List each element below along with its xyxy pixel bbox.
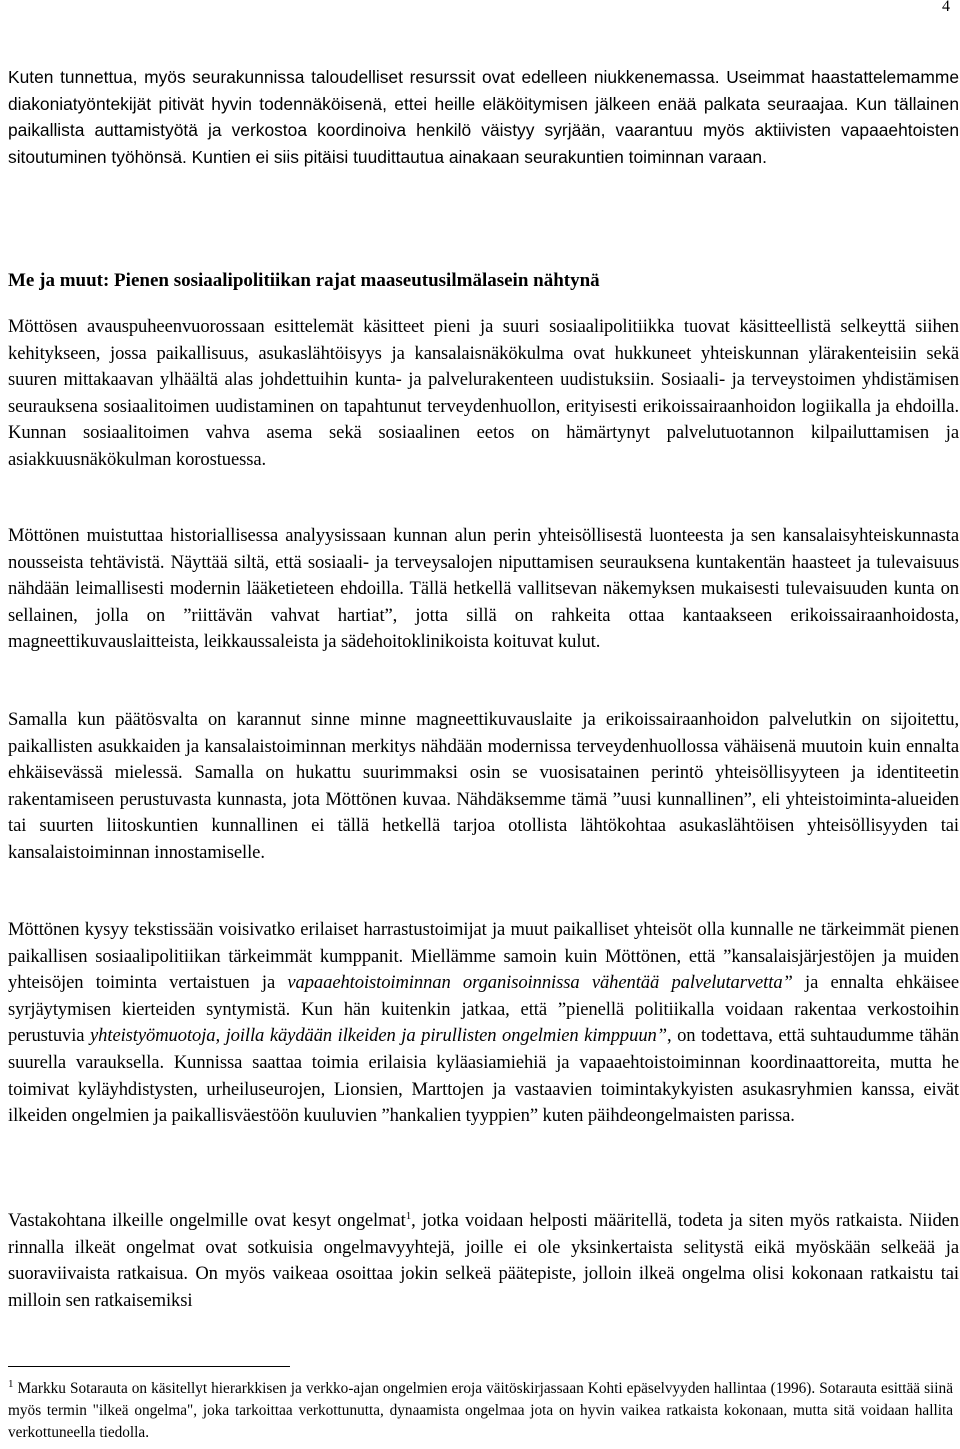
footnote-marker: 1 xyxy=(8,1377,14,1390)
italic-quote: vapaaehtoistoiminnan organisoinnissa vähentää palvelutarvetta” xyxy=(287,972,793,994)
italic-quote: yhteistyömuotoja, joilla käydään ilkeiden ja pirullisten ongelmien kimppuun” xyxy=(90,1025,667,1047)
section-heading: Me ja muut: Pienen sosiaalipolitiikan rajat maaseutusilmälasein nähtynä xyxy=(8,270,600,291)
paragraph-decision-power: Samalla kun päätösvalta on karannut sinne minne magneettikuvauslaite ja erikoissairaanhoidon palvelutkin on sijoitettu, paikallisten asukkaiden ja kansalaistoiminnan merkitys nähdään modernissa terveydenhuollossa vähäisenä muutoin kuin ennalta ehkäisevässä mielessä. Samalla on hukattu suurimmaksi osin se vuosisatainen perintö yhteisöllisyyteen ja identiteetin rakentamiseen perustuvasta kunnasta, jota Möttönen kuvaa. Nähdäksemme tämä ”uusi kunnallinen”, eli yhteistoiminta-alueiden tai suurten liitoskuntien kunnallinen ei tällä hetkellä tarjoa otollista lähtökohtaa asukaslähtöisen yhteisöllisyyden tai kansalaistoiminnan innostamiselle. xyxy=(8,709,959,863)
text-run: ja ennalta ehkäisee syrjäytymisen kierteiden syntymistä. Kun hän kuitenkin jatkaa, että ”pienellä politiikalla voidaan rakentaa verkostoihin perustuvia xyxy=(8,972,959,1047)
text-run: , jotka voidaan helposti määritellä, todeta ja siten myös ratkaista. Niiden rinnalla ilkeät ongelmat ovat sotkuisia ongelmavyyhtejä, joille ei ole yksinkertaista selitystä eikä myöskään selkeää ja suoraviivaista ratkaisua. On myös vaikeaa osoittaa jokin selkeä päätepiste, jolloin ilkeä ongelma olisi kokonaan ratkaistu tai milloin sen ratkaisemiksi xyxy=(8,1210,959,1311)
page-number: 4 xyxy=(942,0,950,15)
text-run: Möttönen kysyy tekstissään voisivatko erilaiset harrastustoimijat ja muut paikalliset yhteisöt olla kunnalle ne tärkeimmät pienen paikallisen sosiaalipolitiikan tärkeimmät kumppanit. Miellämme samoin kuin Möttönen, että ”kansalaisjärjestöjen ja muiden yhteisöjen toiminta vertaistuen ja xyxy=(8,919,959,994)
text-run: Vastakohtana ilkeille ongelmille ovat kesyt ongelmat xyxy=(8,1210,406,1231)
text-run: , on todettava, että suhtaudumme tähän suurella varauksella. Kunnissa saattaa toimia erilaisia kyläasiamiehiä ja vapaaehtoistoiminnan koordinaattoreita, mutta he toimivat kyläyhdistysten, urheiluseurojen, Lionsien, Marttojen ja vastaavien toimintakykyisten asukasryhmien kanssa, eivät ilkeiden ongelmien ja paikallisväestöön kuuluvien ”hankalien tyyppien” kuten päihdeongelmaisten parissa. xyxy=(8,1025,959,1127)
footnote-text: Markku Sotarauta on käsitellyt hierarkkisen ja verkko-ajan ongelmien eroja väitöskirjassaan Kohti epäselvyyden hallintaa (1996). Sotarauta esittää siinä myös termin "ilkeä ongelma", joka tarkoittaa verkottunutta, dynaamista ongelmaa jota on hyvin vaikea ratkaista kokonaan, mutta sitä voidaan hallita verkottuneella tiedolla. xyxy=(8,1380,953,1441)
footnote xyxy=(8,1378,953,1444)
paragraph-hobby-actors xyxy=(8,917,959,1130)
footnote-divider xyxy=(8,1366,290,1367)
footnote-reference[interactable]: 1 xyxy=(405,1209,412,1222)
paragraph-tame-problems xyxy=(8,1208,959,1314)
paragraph-small-social-policy: Möttösen avauspuheenvuorossaan esittelemät käsitteet pieni ja suuri sosiaalipolitiikka tuovat käsitteellistä selkeyttä siihen kehitykseen, jossa paikallisuus, asukaslähtöisyys ja kansalaisnäkökulma ovat hukkuneet yhteiskunnan ylärakenteisiin sekä suuren mittakaavan ylhäältä alas johdettuihin kunta- ja palvelurakenteen uudistuksiin. Sosiaali- ja terveystoimen yhdistämisen seurauksena sosiaalitoimen uudistaminen on tapahtunut terveydenhuollon, erityisesti erikoissairaanhoidon logiikalla ja ehdoilla. Kunnan sosiaalitoimen vahva asema sekä sosiaalinen eetos on hämärtynyt palvelutuotannon kilpailuttamisen ja asiakkuusnäkökulman korostuessa. xyxy=(8,316,959,470)
paragraph-resources: Kuten tunnettua, myös seurakunnissa taloudelliset resurssit ovat edelleen niukkenemassa. Useimmat haastattelemamme diakoniatyöntekijät pitivät hyvin todennäköisenä, ettei heille eläköitymisen jälkeen enää palkata seuraajaa. Kun tällainen paikallista auttamistyötä ja verkostoa koordinoiva henkilö väistyy syrjään, vaarantuu myös aktiivisten vapaaehtoisten sitoutuminen työhönsä. Kuntien ei siis pitäisi tuudittautua ainakaan seurakuntien toiminnan varaan. xyxy=(8,67,959,167)
paragraph-historical-analysis: Möttönen muistuttaa historiallisessa analyysissaan kunnan alun perin yhteisöllisestä luonteesta ja sen kansalaisyhteiskunnasta nousseista tehtävistä. Näyttää siltä, että sosiaali- ja terveysalojen niputtamisen seurauksena kuntakentän haasteet ja tulevaisuus nähdään leimallisesti modernin lääketieteen ehdoilla. Tällä hetkellä vallitsevan näkemyksen mukaisesti tulevaisuuden kunta on sellainen, jolla on ”riittävän vahvat hartiat”, jotta sillä on rahkeita ottaa kantaakseen erikoissairaanhoidosta, magneettikuvauslaitteista, leikkaussaleista ja sädehoitoklinikoista koituvat kulut. xyxy=(8,525,959,653)
